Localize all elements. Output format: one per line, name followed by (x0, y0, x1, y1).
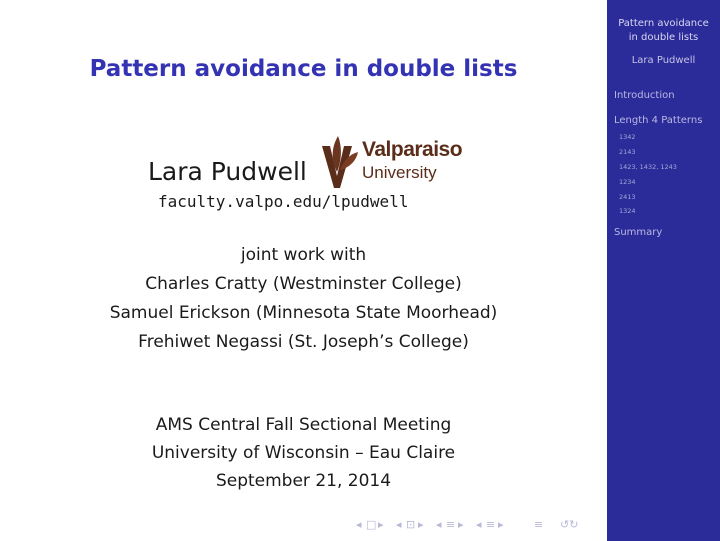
collab-intro: joint work with (240, 245, 367, 265)
sidebar-item-summary[interactable]: Summary (614, 227, 663, 238)
section-icon[interactable]: ≡ (446, 518, 456, 531)
subsection-icon[interactable]: ⊡ (406, 518, 416, 531)
nav-right-arrow-icon[interactable]: ▸ (498, 518, 504, 531)
author-url[interactable]: faculty.valpo.edu/lpudwell (158, 192, 409, 211)
nav-right-arrow-icon[interactable]: ▸ (418, 518, 424, 531)
collaborators-block (0, 241, 607, 357)
sidebar-subitem[interactable]: 1342 (619, 133, 636, 141)
nav-left-arrow-icon[interactable]: ◂ (356, 518, 362, 531)
nav-left-arrow-icon[interactable]: ◂ (396, 518, 402, 531)
sidebar-subitem[interactable]: 1234 (619, 178, 636, 186)
author-block (0, 132, 607, 232)
sidebar-subitem[interactable]: 2413 (619, 193, 636, 201)
sidebar-item-introduction[interactable]: Introduction (614, 90, 675, 101)
university-logo (318, 132, 468, 190)
meeting-venue: University of Wisconsin – Eau Claire (151, 443, 456, 463)
nav-left-arrow-icon[interactable]: ◂ (476, 518, 482, 531)
slide-title: Pattern avoidance in double lists (89, 56, 518, 82)
logo-wordmark-line2: University (362, 163, 437, 182)
meeting-block (0, 411, 607, 495)
nav-right-arrow-icon[interactable]: ▸ (378, 518, 384, 531)
sidebar-author[interactable]: Lara Pudwell (631, 55, 696, 66)
sidebar-title-line: Pattern avoidance (618, 18, 709, 29)
subsection-list-icon[interactable]: ≡ (486, 518, 496, 531)
sidebar-subitem[interactable]: 1423, 1432, 1243 (619, 163, 677, 171)
nav-left-arrow-icon[interactable]: ◂ (436, 518, 442, 531)
nav-right-arrow-icon[interactable]: ▸ (458, 518, 464, 531)
collaborator: Samuel Erickson (Minnesota State Moorhead) (109, 303, 498, 323)
frame-icon[interactable]: □ (366, 518, 377, 531)
meeting-name: AMS Central Fall Sectional Meeting (155, 415, 452, 435)
search-icon[interactable]: ↺↻ (560, 518, 579, 531)
sidebar-title[interactable] (607, 17, 720, 45)
logo-wordmark-line1: Valparaiso (362, 138, 463, 161)
sidebar-title-line: in double lists (628, 32, 699, 43)
sidebar-subitem[interactable]: 2143 (619, 148, 636, 156)
valpo-leaf-icon (318, 132, 360, 190)
author-name: Lara Pudwell (148, 157, 307, 186)
meeting-date: September 21, 2014 (215, 471, 392, 491)
sidebar-item-length4[interactable]: Length 4 Patterns (614, 115, 703, 126)
equiv-icon[interactable]: ≡ (534, 518, 544, 531)
sidebar (607, 0, 720, 541)
sidebar-subitem[interactable]: 1324 (619, 207, 636, 215)
collaborator: Charles Cratty (Westminster College) (145, 274, 462, 294)
collaborator: Frehiwet Negassi (St. Joseph’s College) (138, 332, 469, 352)
beamer-nav-bar (356, 518, 604, 534)
